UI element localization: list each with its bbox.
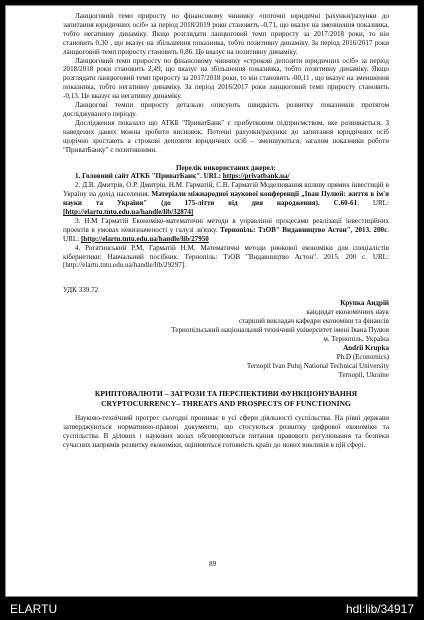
- reference-2-link[interactable]: [http://elartu.tntu.edu.ua/handle/lib/32874]: [63, 208, 194, 217]
- author-block: [63, 299, 389, 379]
- reference-3-source: Тернопіль: ТзОВ" Видавництво Астон", 2013. 200с: [220, 225, 388, 234]
- paragraph-term-deposits: Ланцюговий темп приросту по фінансовому чиннику «строкові депозити юридичних осіб» за період 2018/2018 роки становить 2,49, що вказує на збільшення показника, тобто позитивну динаміку. Якщо розглядати ланцюговий темп приросту за 2017/2018 роки, то він становить -00,11 , що вказує на зменшення показника, тобто негативну динаміку. За період 2016/2017 роки ланцюговий темп приросту становить -0,13. Це вказує на негативну динаміку.: [63, 56, 389, 101]
- article-title-ua: КРИПТОВАЛЮТИ – ЗАГРОЗИ ТА ПЕРСПЕКТИВИ ФУНКЦІОНУВАННЯ: [94, 389, 358, 399]
- reference-2-url-label: . URL:: [357, 199, 389, 208]
- author-position-ua: старший викладач кафедри економіки та фінансів: [238, 317, 389, 326]
- intro-paragraph: Науково-технічний прогрес сьогодні проникає в усі сфери діяльності суспільства. На рівні держави затверджуються нормативно-правові документи, що стосуються розвитку цифрової економіки та суспільства. В ділових і наукових колах обговорюються питання правового регулювання та безпеки сучасних напрямів розвитку економіки, оцінюються готовність країн до нових викликів в цій сфері.: [63, 414, 389, 449]
- reference-item-2: [63, 181, 389, 217]
- author-city-en: Ternopil, Ukraine: [338, 370, 389, 379]
- author-university-ua: Тернопільський національний технічний університет імені Івана Пулюя: [171, 326, 389, 334]
- reference-item-4: 4. Рогатинський Р.М, Гарматій Н.М. Математичні методи ринкової економіки для спеціалістів кібернетики: Навчальний посібник. Тернопіль: ТзОВ "Видавництво Астон". 2015. 200 с. URL: [http://elartu.tntu.edu.ua/handle/lib/29297].: [63, 243, 389, 270]
- page-number: 89: [208, 560, 217, 568]
- author-city-ua: м. Тернопіль, Україна: [323, 334, 389, 343]
- reference-1-link[interactable]: https://privatbank.ua/: [222, 172, 290, 181]
- reference-item-1: [63, 172, 389, 181]
- document-page: [5, 5, 418, 597]
- author-name-ua: Крупка Андрій: [340, 299, 389, 308]
- reference-3-link[interactable]: [http://elartu.tntu.edu.ua/handle/lib/27950: [80, 234, 209, 243]
- author-degree-ua: кандидат економічних наук: [306, 308, 389, 317]
- udk-code: УДК 339.72: [63, 286, 99, 295]
- paragraph-growth-rates: Ланцюгові темпи приросту детально описують швидкість розвитку показників протягом досліджуваного періоду.: [63, 101, 389, 118]
- reference-2-text: 2. Д.В. Дмитрів, О.Р. Дмитрів, Н.М. Гарматій, С.В. Гарматій Моделювання впливу прямих інвестицій в Україну на дохід населення.: [63, 181, 389, 199]
- page-content: [63, 12, 389, 450]
- author-degree-en: Ph.D (Economics): [336, 352, 389, 361]
- author-university-en: Ternopil Ivan Puluj National Technical University: [246, 361, 389, 370]
- footer-handle-label: hdl:lib/34917: [345, 602, 414, 616]
- reference-2-source: Матеріали міжнародної наукової конференції „Іван Пулюй: життя в ім'я науки та України" (до 175-ліття від дня народження). С.60-61: [63, 190, 389, 208]
- reference-1-text: 1. Головний сайт АТКБ "ПриватБанк". URL:: [75, 172, 223, 181]
- footer-bar: [0, 597, 424, 620]
- paragraph-current-accounts: Ланцюговий темп приросту по фінансовому чиннику «поточні юридичні рахунки/рахунки до запитання юридичних осіб» за період 2018/2019 роки становить -0,71, що вказує на зменшення показника, тобто негативну динаміку. Якщо розглядати ланцюговий темп приросту за 2017/2018 роки, то він становить 0,30 , що вказує на збільшення показника, тобто позитивну динаміку. За період 2016/2017 роки ланцюговий темп приросту становить 0,86. Це вказує на позитивну динаміку.: [63, 12, 389, 56]
- reference-item-3: [63, 217, 389, 244]
- article-title-en: CRYPTOCURRENCY– THREATS AND PROSPECTS OF FUNCTIONING: [101, 398, 351, 408]
- author-name-en: Andrii Krupka: [343, 343, 389, 352]
- article-title: [63, 389, 389, 408]
- reference-3-text: 3. Н.М Гарматій Економіко-математичні методи в управлінні процесами реалізації інвестиційних проектів в умовах невизначеності у галузі зв'язку.: [63, 216, 389, 234]
- footer-repository-label: ELARTU: [10, 602, 58, 616]
- reference-3-url-label: . URL:: [63, 225, 389, 243]
- references-heading: Перелік використаних джерел:: [175, 163, 277, 172]
- paragraph-conclusion: Дослідження показало що АТКБ "ПриватБанк" є прибутковим підприємством, яке розвивається. З наведених даних можна зробити висновок, Поточні рахунки/рахунки до запитання юридичних осіб щорічно зростають а строкові депозити юридичних осіб – зменшуються, загалом показники роботи "ПриватБанку" є позитивними.: [63, 118, 389, 154]
